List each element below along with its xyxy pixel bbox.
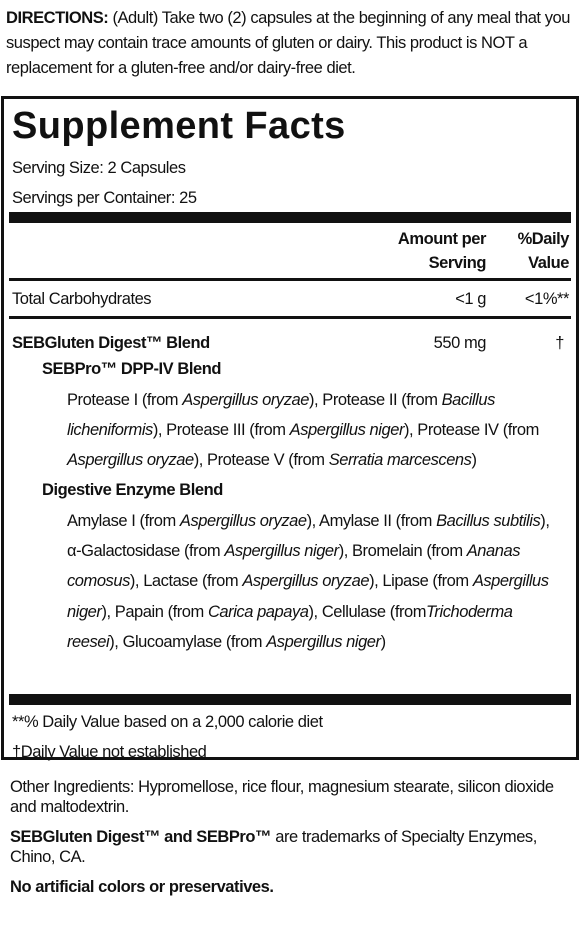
footnote-daily-value: **% Daily Value based on a 2,000 calorie diet — [12, 713, 323, 731]
enzyme-text: Amylase I (from — [67, 512, 180, 530]
enzyme-text: ), Bromelain (from — [338, 542, 467, 561]
source-organism: Aspergillus oryzae — [179, 512, 307, 530]
header-amount-line1: Amount per — [397, 230, 486, 248]
source-organism: Ananas comosus — [67, 542, 521, 591]
serving-size: Serving Size: 2 Capsules — [12, 159, 186, 177]
supplement-facts-panel — [1, 96, 579, 760]
enzyme-text: ), Glucoamylase (from — [109, 632, 267, 651]
trademark-note — [10, 827, 582, 867]
row-amount: 550 mg — [433, 334, 486, 352]
thick-divider-top — [9, 212, 571, 223]
enzyme-text: ) — [380, 632, 386, 651]
trademark-bold: SEBGluten Digest™ and SEBPro™ — [10, 828, 272, 846]
trademark-text: are trademarks of Specialty Enzymes, Chino, CA. — [10, 828, 537, 866]
source-organism: Trichoderma reesei — [67, 602, 513, 651]
directions-label: DIRECTIONS: — [6, 9, 109, 27]
thick-divider-bottom — [9, 694, 571, 705]
sub-blend-title: Digestive Enzyme Blend — [42, 481, 223, 499]
enzyme-text: Protease I (from — [67, 391, 183, 409]
header-divider — [9, 278, 571, 281]
source-organism: Aspergillus niger — [266, 632, 381, 651]
enzyme-text: ), Protease IV (from — [403, 421, 539, 440]
enzyme-text: ), Lipase (from — [369, 572, 473, 591]
source-organism: Serratia marcescens — [328, 451, 472, 470]
header-dv-line1: %Daily — [517, 230, 569, 248]
header-dv-line2: Value — [528, 254, 569, 272]
panel-title: Supplement Facts — [12, 105, 346, 147]
enzyme-text: ), Cellulase (from — [308, 602, 427, 621]
row-name: Total Carbohydrates — [12, 290, 152, 308]
no-artificial-note: No artificial colors or preservatives. — [10, 878, 274, 896]
enzyme-text: ), Protease V (from — [193, 451, 329, 470]
enzyme-text: ), Protease II (from — [308, 391, 442, 409]
source-organism: Carica papaya — [207, 602, 309, 621]
source-organism: Aspergillus niger — [67, 572, 549, 621]
row-amount: <1 g — [455, 290, 486, 308]
sub-blend-title: SEBPro™ DPP-IV Blend — [42, 360, 221, 378]
sub-blend-ingredients — [67, 506, 559, 657]
servings-per-container: Servings per Container: 25 — [12, 189, 197, 207]
enzyme-text: ) — [471, 451, 477, 470]
header-amount — [398, 227, 486, 275]
source-organism: Aspergillus oryzae — [67, 451, 194, 470]
source-organism: Aspergillus niger — [224, 542, 339, 561]
footnote-not-established: †Daily Value not established — [12, 743, 207, 761]
enzyme-text: ), Papain (from — [101, 602, 208, 621]
other-ingredients: Other Ingredients: Hypromellose, rice flour, magnesium stearate, silicon dioxide and maltodextrin. — [10, 778, 554, 816]
source-organism: Bacillus subtilis — [436, 512, 541, 530]
enzyme-text: ), α-Galactosidase (from — [67, 512, 550, 561]
source-organism: Aspergillus oryzae — [182, 391, 309, 409]
enzyme-text: ), Lactase (from — [129, 572, 243, 591]
sub-blend-ingredients — [67, 385, 559, 476]
source-organism: Aspergillus oryzae — [242, 572, 370, 591]
enzyme-text: ), Amylase II (from — [306, 512, 437, 530]
source-organism: Bacillus licheniformis — [67, 391, 495, 440]
directions-body: (Adult) Take two (2) capsules at the beginning of any meal that you suspect may contain trace amounts of gluten or dairy. This product is NOT a replacement for a gluten-free and/or dairy-free diet. — [6, 9, 570, 77]
header-amount-line2: Serving — [428, 254, 486, 272]
directions-text — [6, 6, 578, 81]
row-divider — [9, 316, 571, 319]
row-daily-value: <1%** — [524, 290, 569, 308]
row-name: SEBGluten Digest™ Blend — [12, 334, 210, 352]
header-daily-value — [518, 227, 569, 275]
enzyme-text: ), Protease III (from — [152, 421, 290, 440]
source-organism: Aspergillus niger — [289, 421, 404, 440]
row-daily-value: † — [555, 334, 564, 352]
